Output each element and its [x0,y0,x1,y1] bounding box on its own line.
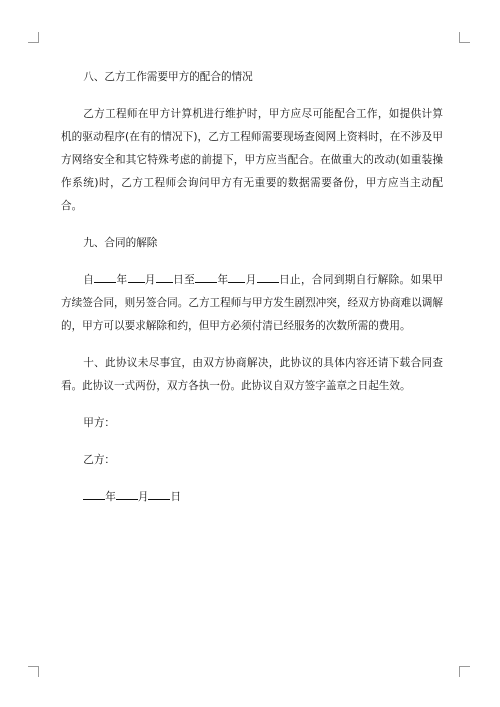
blank-sign-month[interactable] [116,487,138,500]
section-9-title: 九、合同的解除 [83,237,158,249]
text-month-2: 月 [245,274,257,286]
text-sign-year: 年 [105,491,116,503]
blank-start-day[interactable] [156,270,173,283]
section-10-body: 十、此协议未尽事宜，由双方协商解决，此协议的具体内容还请下载合同查看。此协议一式两份，双方各执一份。此协议自双方签字盖章之日起生效。 [61,357,443,392]
party-b-label: 乙方： [83,454,116,466]
crop-mark-bottom-left [28,666,39,677]
crop-mark-bottom-right [459,666,470,677]
text-termination: 日止，合同到期自行解除。如果甲方续签合同，则另签合同。乙方工程师与甲方发生剧烈冲突，经双方协商难以调解的，甲方可以要求解除和约，但甲方必须付清已经服务的次数所需的费用。 [61,274,444,332]
blank-start-month[interactable] [128,270,145,283]
text-year-2: 年 [217,274,229,286]
blank-sign-day[interactable] [148,487,170,500]
blank-end-year[interactable] [195,270,217,283]
blank-sign-year[interactable] [83,487,105,500]
text-year: 年 [116,274,128,286]
text-from: 自 [83,274,95,286]
blank-end-day[interactable] [257,270,279,283]
party-a-label: 甲方： [83,417,116,429]
section-8-body: 乙方工程师在甲方计算机进行维护时，甲方应尽可能配合工作，如提供计算机的驱动程序(在有的情况下)，乙方工程师需要现场查阅网上资料时，在不涉及甲方网络安全和其它特殊考虑的前提下，甲方应当配合。在做重大的改动(如重装操作系统)时，乙方工程师会询问甲方有无重要的数据需要备份，甲方应当主动配合。 [61,108,443,212]
text-sign-day: 日 [170,491,182,503]
section-8-title: 八、乙方工作需要甲方的配合的情况 [83,71,253,83]
signature-date [61,486,443,509]
text-month: 月 [144,274,156,286]
blank-start-year[interactable] [94,270,116,283]
text-sign-month: 月 [137,491,149,503]
text-day-to: 日至 [172,274,196,286]
crop-mark-top-left [28,32,39,43]
blank-end-month[interactable] [228,270,245,283]
crop-mark-top-right [459,32,470,43]
section-9-body [61,269,443,338]
document-body [61,66,443,523]
